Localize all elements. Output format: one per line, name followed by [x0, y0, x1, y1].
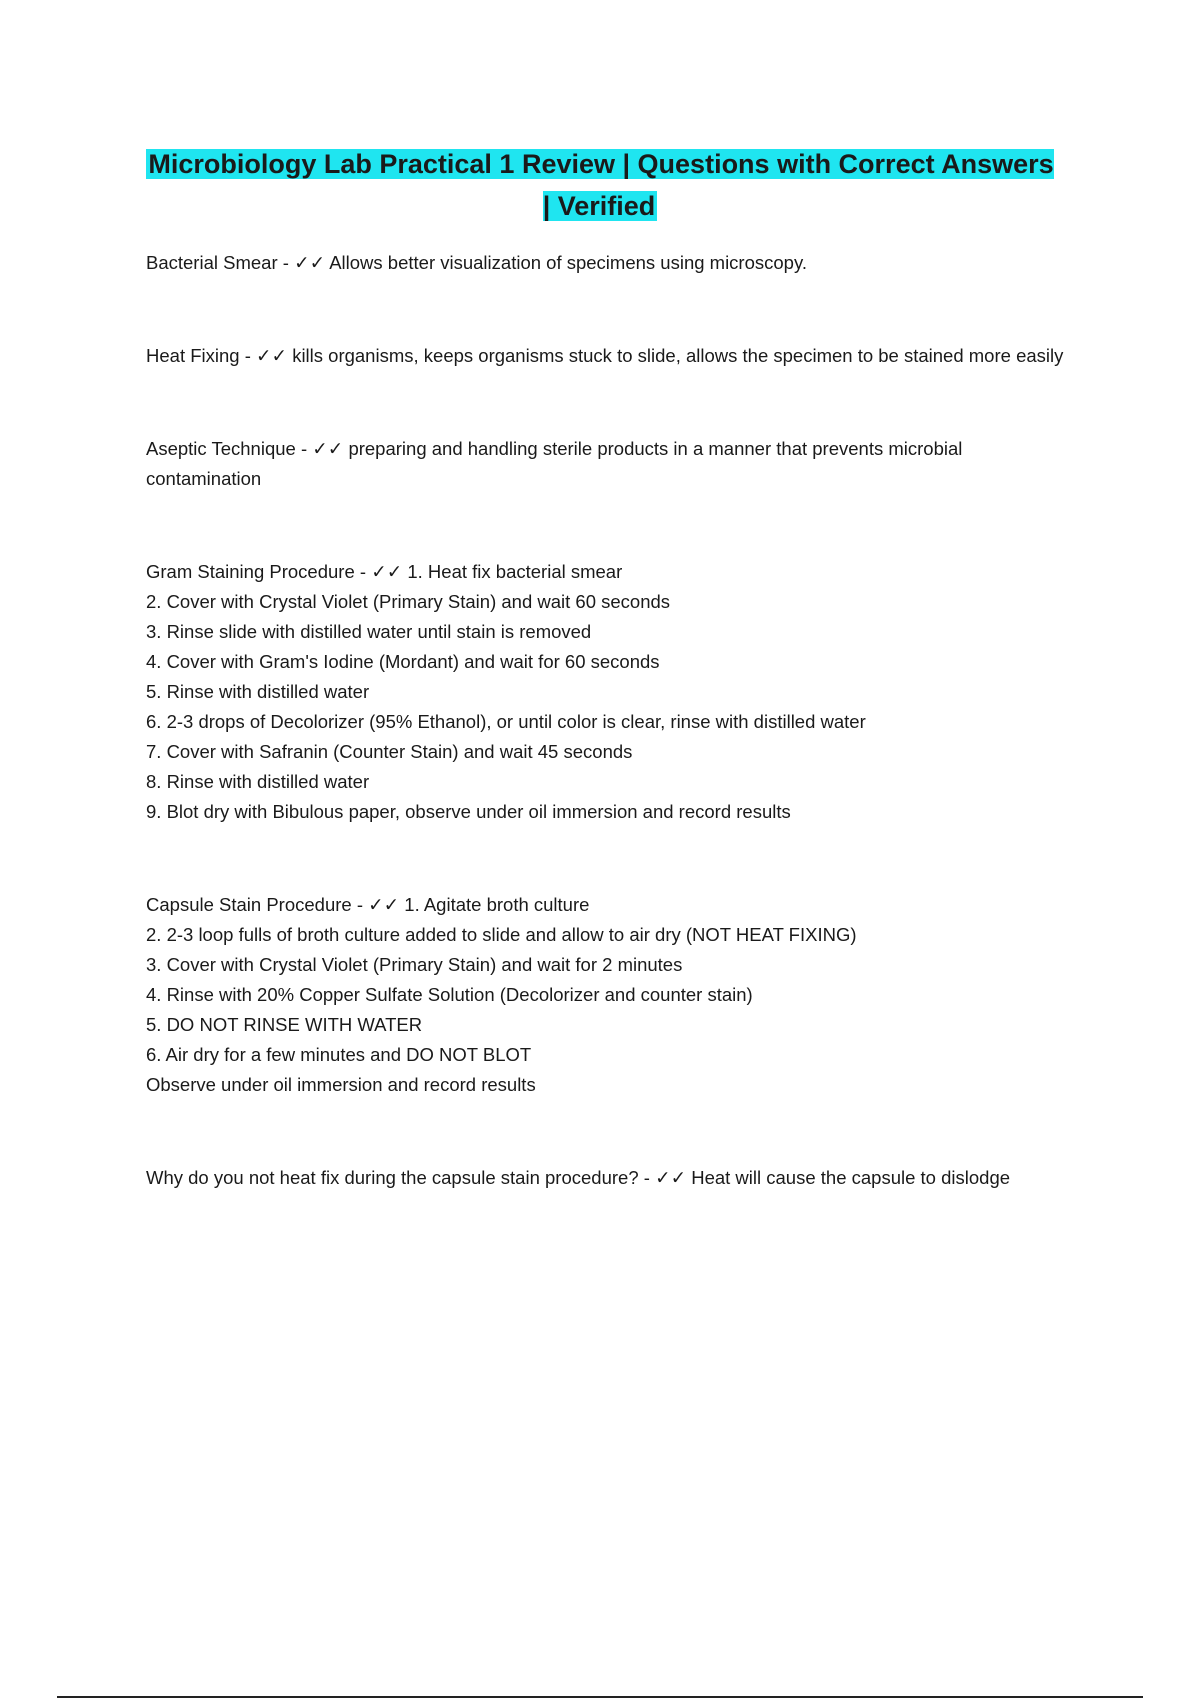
double-check-icon: ✓✓ — [256, 345, 288, 366]
procedure-step: 5. DO NOT RINSE WITH WATER — [146, 1014, 423, 1035]
answer-text: 1. Heat fix bacterial smear — [407, 561, 623, 582]
double-check-icon: ✓✓ — [368, 894, 400, 915]
procedure-step: 2. 2-3 loop fulls of broth culture added to slide and allow to air dry (NOT HEAT FIXING) — [146, 924, 857, 945]
answer-text: kills organisms, keeps organisms stuck to slide, allows the specimen to be stained more easily — [292, 345, 1064, 366]
qa-list — [146, 248, 1066, 1193]
qa-entry-gram-staining: Gram Staining Procedure - ✓✓ 1. Heat fix bacterial smear 2. Cover with Crystal Violet (Primary Stain) and wait 60 seconds 3. Rinse slide with distilled water until stain is removed 4. Cover with Gram's Iodine (Mordant) and wait for 60 seconds 5. Rinse with distilled water 6. 2-3 drops of Decolorizer (95% Ethanol), or until color is clear, rinse with distilled water 7. Cover with Safranin (Counter Stain) and wait 45 seconds 8. Rinse with distilled water 9. Blot dry with Bibulous paper, observe under oil immersion and record results — [146, 557, 1066, 827]
procedure-step: 6. 2-3 drops of Decolorizer (95% Ethanol), or until color is clear, rinse with distilled water — [146, 711, 866, 732]
qa-entry-heat-fixing: Heat Fixing - ✓✓ kills organisms, keeps organisms stuck to slide, allows the specimen to be stained more easily — [146, 345, 1064, 366]
procedure-step: 6. Air dry for a few minutes and DO NOT BLOT — [146, 1044, 532, 1065]
procedure-step: 2. Cover with Crystal Violet (Primary Stain) and wait 60 seconds — [146, 591, 671, 612]
question-term: Aseptic Technique — [146, 438, 296, 459]
double-check-icon: ✓✓ — [655, 1167, 687, 1188]
question-term: Heat Fixing — [146, 345, 240, 366]
answer-text: 1. Agitate broth culture — [404, 894, 590, 915]
question-term: Gram Staining Procedure — [146, 561, 355, 582]
answer-text: Allows better visualization of specimens using microscopy. — [329, 252, 807, 273]
double-check-icon: ✓✓ — [294, 252, 326, 273]
answer-text: preparing and handling sterile products in a manner that prevents microbial contamination — [146, 438, 963, 489]
qa-entry-capsule-stain: Capsule Stain Procedure - ✓✓ 1. Agitate broth culture 2. 2-3 loop fulls of broth culture added to slide and allow to air dry (NOT HEAT FIXING) 3. Cover with Crystal Violet (Primary Stain) and wait for 2 minutes 4. Rinse with 20% Copper Sulfate Solution (Decolorizer and counter stain) 5. DO NOT RINSE WITH WATER 6. Air dry for a few minutes and DO NOT BLOT Observe under oil immersion and record results — [146, 890, 1066, 1100]
qa-entry-capsule-heat-fix-question: Why do you not heat fix during the capsule stain procedure? - ✓✓ Heat will cause the capsule to dislodge — [146, 1167, 1011, 1188]
procedure-step: 5. Rinse with distilled water — [146, 681, 370, 702]
double-check-icon: ✓✓ — [371, 561, 403, 582]
answer-text: Heat will cause the capsule to dislodge — [691, 1167, 1011, 1188]
procedure-step: 3. Rinse slide with distilled water until stain is removed — [146, 621, 592, 642]
procedure-step: 4. Rinse with 20% Copper Sulfate Solution (Decolorizer and counter stain) — [146, 984, 753, 1005]
procedure-step: 4. Cover with Gram's Iodine (Mordant) and wait for 60 seconds — [146, 651, 660, 672]
procedure-step: 3. Cover with Crystal Violet (Primary Stain) and wait for 2 minutes — [146, 954, 683, 975]
question-term: Capsule Stain Procedure — [146, 894, 352, 915]
qa-entry-bacterial-smear: Bacterial Smear - ✓✓ Allows better visualization of specimens using microscopy. — [146, 252, 807, 273]
footer-divider — [57, 1696, 1143, 1698]
procedure-step: 9. Blot dry with Bibulous paper, observe under oil immersion and record results — [146, 801, 791, 822]
double-check-icon: ✓✓ — [312, 438, 344, 459]
procedure-step: Observe under oil immersion and record results — [146, 1074, 536, 1095]
procedure-step: 7. Cover with Safranin (Counter Stain) and wait 45 seconds — [146, 741, 633, 762]
qa-entry-aseptic-technique: Aseptic Technique - ✓✓ preparing and handling sterile products in a manner that prevents microbial contamination — [146, 438, 963, 489]
document-title-text: Microbiology Lab Practical 1 Review | Questions with Correct Answers | Verified — [148, 149, 1054, 221]
procedure-step: 8. Rinse with distilled water — [146, 771, 370, 792]
document-title — [146, 143, 1054, 227]
question-term: Why do you not heat fix during the capsule stain procedure? — [146, 1167, 639, 1188]
question-term: Bacterial Smear — [146, 252, 278, 273]
